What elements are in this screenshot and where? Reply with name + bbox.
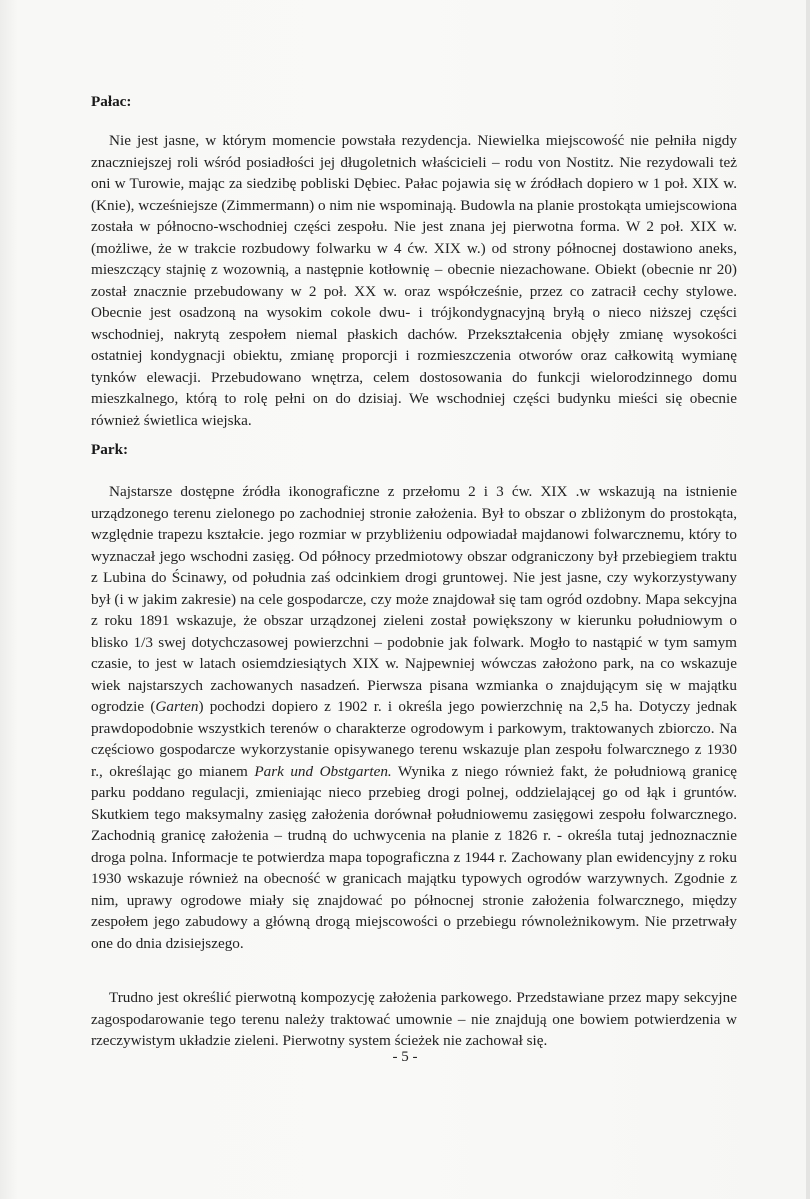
section-heading-park: Park:: [91, 441, 129, 458]
park-paragraph-1: [91, 481, 737, 954]
scan-edge: [806, 0, 810, 1199]
park-paragraph-2: [91, 987, 737, 1052]
paragraph: Najstarsze dostępne źródła ikonograficzne z przełomu 2 i 3 ćw. XIX .w wskazują na istnienie urządzonego terenu zielonego po zachodniej stronie założenia. Był to obszar o zbliżonym do prostokąta, względnie trapezu kształcie. jego rozmiar w przybliżeniu odpowiadał majdanowi folwarcznemu, który to wyznaczał jego wschodni zasięg. Od północy przedmiotowy obszar odgraniczony był przebiegiem traktu z Lubina do Ścinawy, od południa zaś odcinkiem drogi gruntowej. Nie jest jasne, czy wykorzystywany był (i w jakim zakresie) na cele gospodarcze, czy może znajdował się tam ogród ozdobny. Mapa sekcyjna z roku 1891 wskazuje, że obszar urządzonej zieleni został powiększony w kierunku południowym o blisko 1/3 swej dotychczasowej powierzchni – podobnie jak folwark. Mogło to nastąpić w tym samym czasie, to jest w latach osiemdziesiątych XIX w. Najpewniej wówczas założono park, na co wskazuje wiek najstarszych zachowanych nasadzeń. Pierwsza pisana wzmianka o znajdującym się w majątku ogrodzie (Garten) pochodzi dopiero z 1902 r. i określa jego powierzchnię na 2,5 ha. Dotyczy jednak prawdopodobnie wszystkich terenów o charakterze ogrodowym i parkowym, traktowanych zbiorczo. Na częściowo gospodarcze wykorzystanie opisywanego terenu wskazuje plan zespołu folwarcznego z 1930 r., określając go mianem Park und Obstgarten. Wynika z niego również fakt, że południową granicę parku poddano regulacji, zmieniając nieco przebieg drogi polnej, oddzielającej go od łąk i gruntów. Skutkiem tego maksymalny zasięg założenia dorównał południowemu zasięgowi zespołu folwarcznego. Zachodnią granicę założenia – trudną do uchwycenia na planie z 1826 r. - określa tutaj jednoznacznie droga polna. Informacje te potwierdza mapa topograficzna z 1944 r. Zachowany plan ewidencyjny z roku 1930 wskazuje również na obecność w granicach majątku typowych ogrodów warzywnych. Zgodnie z nim, uprawy ogrodowe miały się znajdować po północnej stronie założenia folwarcznego, między zespołem jego zabudowy a główną drogą miejscowości o przebiegu równoleżnikowym. Nie przetrwały one do dnia dzisiejszego.: [91, 483, 737, 952]
paragraph: Trudno jest określić pierwotną kompozycję założenia parkowego. Przedstawiane przez mapy sekcyjne zagospodarowanie tego terenu należy traktować umownie – nie znajdują one bowiem potwierdzenia w rzeczywistym układzie zieleni. Pierwotny system ścieżek nie zachował się.: [91, 989, 737, 1049]
page-number: - 5 -: [392, 1049, 418, 1065]
palace-paragraph-1: [91, 130, 737, 431]
section-heading-palace: Pałac:: [91, 93, 132, 110]
paragraph: Nie jest jasne, w którym momencie powstała rezydencja. Niewielka miejscowość nie pełniła nigdy znaczniejszej roli wśród posiadłości jej długoletnich właścicieli – rodu von Nostitz. Nie rezydowali też oni w Turowie, mając za siedzibę pobliski Dębiec. Pałac pojawia się w źródłach dopiero w 1 poł. XIX w. (Knie), wcześniejsze (Zimmermann) o nim nie wspominają. Budowla na planie prostokąta umiejscowiona została w północno-wschodniej części zespołu. Nie jest znana jej pierwotna forma. W 2 poł. XIX w. (możliwe, że w trakcie rozbudowy folwarku w 4 ćw. XIX w.) od strony północnej dostawiono aneks, mieszczący stajnię z wozownią, a następnie kotłownię – obecnie niezachowane. Obiekt (obecnie nr 20) został znacznie przebudowany w 2 poł. XX w. oraz współcześnie, przez co zatracił cechy stylowe. Obecnie jest osadzoną na wysokim cokole dwu- i trójkondygnacyjną bryłą o nieco niższej części wschodniej, nakrytą zespołem niemal płaskich dachów. Przekształcenia objęły zmianę wysokości ostatniej kondygnacji obiektu, zmianę proporcji i rozmieszczenia otworów oraz całkowitą wymianę tynków elewacji. Przebudowano wnętrza, celem dostosowania do funkcji wielorodzinnego domu mieszkalnego, którą to rolę pełni on do dzisiaj. We wschodniej części budynku mieści się obecnie również świetlica wiejska.: [91, 132, 737, 429]
